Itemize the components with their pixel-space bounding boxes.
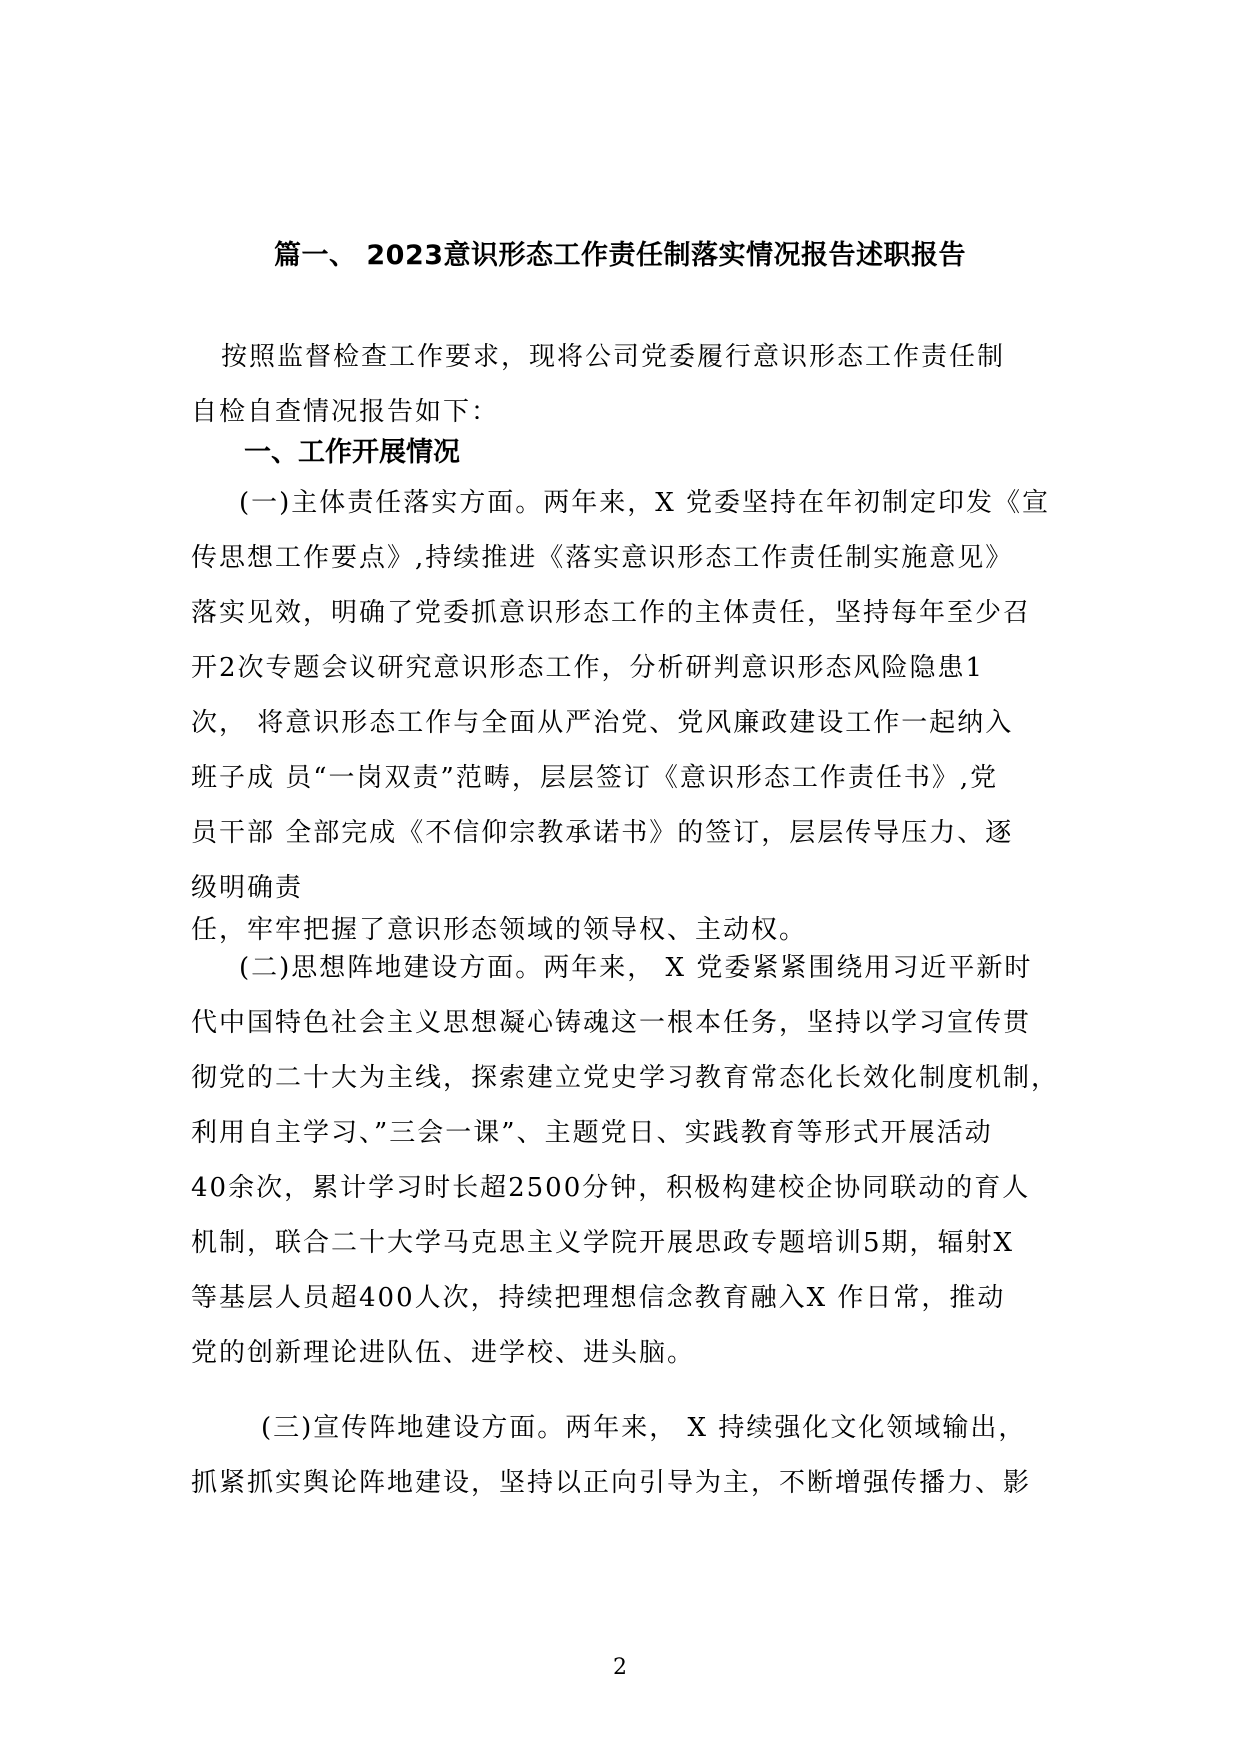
intro-line: 自检自查情况报告如下： — [191, 397, 500, 427]
paragraph-line: 40余次，累计学习时长超2500分钟，积极构建校企协同联动的育人 — [191, 1173, 1031, 1203]
paragraph-line: 员干部 全部完成《不信仰宗教承诺书》的签订，层层传导压力、逐 — [191, 818, 1014, 848]
paragraph-line: 落实见效，明确了党委抓意识形态工作的主体责任，坚持每年至少召 — [191, 598, 1032, 628]
paragraph-line: 等基层人员超400人次，持续把理想信念教育融入X 作日常，推动 — [191, 1283, 1006, 1313]
paragraph-line: 党的创新理论进队伍、进学校、进头脑。 — [191, 1338, 696, 1368]
paragraph-line: 次， 将意识形态工作与全面从严治党、党风廉政建设工作一起纳入 — [191, 708, 1014, 738]
paragraph-line: 任，牢牢把握了意识形态领域的领导权、主动权。 — [191, 915, 808, 945]
paragraph-3 — [191, 1401, 1071, 1511]
paragraph-line: 开2次专题会议研究意识形态工作，分析研判意识形态风险隐患1 — [191, 653, 985, 683]
paragraph-line: (一)主体责任落实方面。两年来，X 党委坚持在年初制定印发《宣 — [239, 488, 1051, 518]
paragraph-line: 级明确责 — [191, 873, 304, 903]
paragraph-line: 机制，联合二十大学马克思主义学院开展思政专题培训5期，辐射X — [191, 1228, 1015, 1258]
paragraph-line: 传思想工作要点》,持续推进《落实意识形态工作责任制实施意见》 — [191, 543, 1014, 573]
paragraph-line: 彻党的二十大为主线，探索建立党史学习教育常态化长效化制度机制， — [191, 1063, 1060, 1093]
paragraph-line: (二)思想阵地建设方面。两年来， X 党委紧紧围绕用习近平新时 — [239, 953, 1033, 983]
paragraph-line: 利用自主学习、”三会一课”、主题党日、实践教育等形式开展活动 — [191, 1118, 993, 1148]
paragraph-line: 班子成 员“一岗双责”范畴，层层签订《意识形态工作责任书》,党 — [191, 763, 999, 793]
paragraph-2 — [191, 941, 1071, 1381]
page-number: 2 — [613, 1655, 627, 1680]
paragraph-line: 抓紧抓实舆论阵地建设，坚持以正向引导为主，不断增强传播力、影 — [191, 1468, 1032, 1498]
paragraph-line: 代中国特色社会主义思想凝心铸魂这一根本任务，坚持以学习宣传贯 — [191, 1008, 1032, 1038]
document-title: 篇一、 2023意识形态工作责任制落实情况报告述职报告 — [273, 240, 967, 271]
section-heading: 一、工作开展情况 — [244, 437, 460, 468]
intro-paragraph — [191, 330, 1071, 440]
intro-line: 按照监督检查工作要求，现将公司党委履行意识形态工作责任制 — [221, 342, 1006, 372]
paragraph-1 — [191, 476, 1071, 958]
paragraph-line: (三)宣传阵地建设方面。两年来， X 持续强化文化领域输出， — [261, 1413, 1027, 1443]
